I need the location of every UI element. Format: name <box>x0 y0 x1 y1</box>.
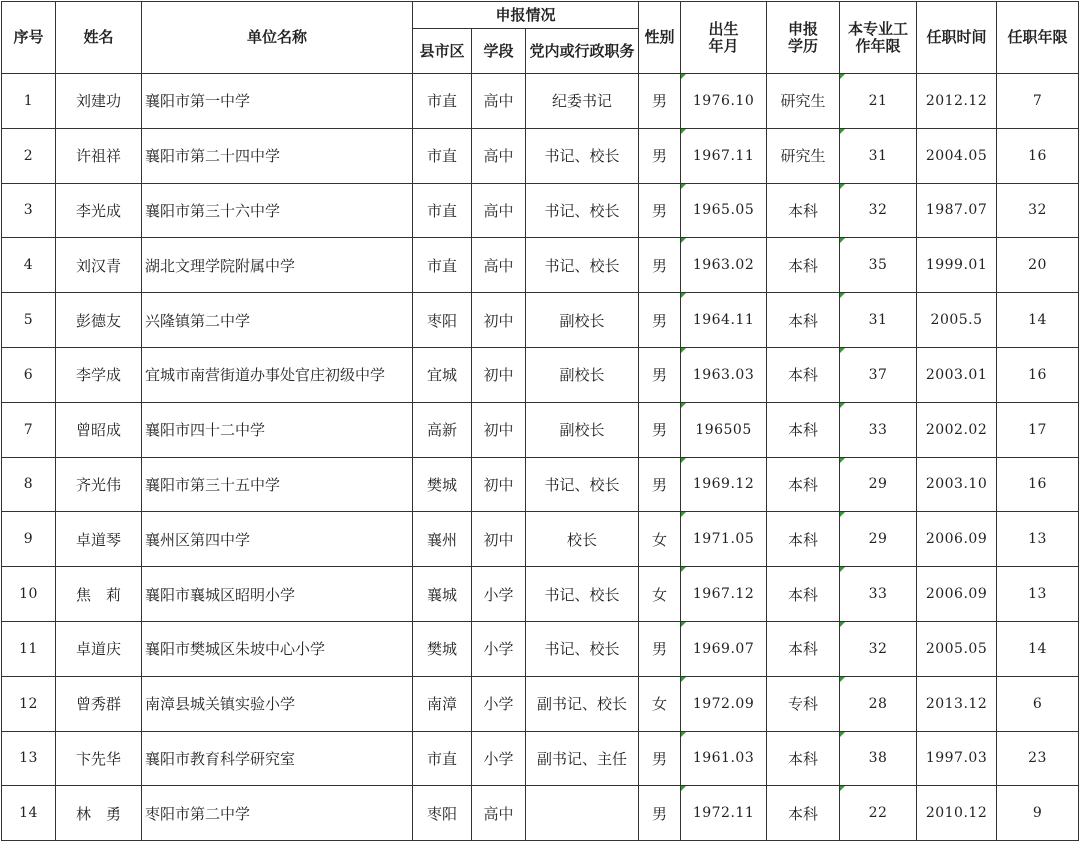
cell-unit: 襄阳市四十二中学 <box>142 402 413 457</box>
cell-birth: 1976.10 <box>681 74 767 129</box>
cell-stage: 高中 <box>472 74 526 129</box>
cell-gender: 男 <box>639 238 681 293</box>
cell-name: 李学成 <box>56 347 142 402</box>
cell-unit: 南漳县城关镇实验小学 <box>142 676 413 731</box>
cell-appoint-years: 7 <box>997 74 1079 129</box>
cell-gender: 男 <box>639 183 681 238</box>
cell-gender: 男 <box>639 402 681 457</box>
cell-gender: 男 <box>639 293 681 348</box>
cell-name: 卞先华 <box>56 731 142 786</box>
cell-unit: 襄阳市第二十四中学 <box>142 128 413 183</box>
table-body <box>2 74 1079 841</box>
cell-gender: 女 <box>639 512 681 567</box>
table-row <box>2 293 1079 348</box>
cell-education: 本科 <box>767 347 840 402</box>
cell-education: 本科 <box>767 293 840 348</box>
cell-county: 市直 <box>413 238 472 293</box>
cell-education: 本科 <box>767 183 840 238</box>
cell-name: 曾秀群 <box>56 676 142 731</box>
cell-appoint-years: 16 <box>997 347 1079 402</box>
cell-post: 副书记、主任 <box>526 731 639 786</box>
cell-county: 高新 <box>413 402 472 457</box>
cell-county: 枣阳 <box>413 293 472 348</box>
cell-years-work: 35 <box>840 238 917 293</box>
cell-post: 副校长 <box>526 293 639 348</box>
header-name: 姓名 <box>56 2 142 74</box>
cell-birth: 1967.11 <box>681 128 767 183</box>
cell-seq: 11 <box>2 621 56 676</box>
cell-unit: 湖北文理学院附属中学 <box>142 238 413 293</box>
cell-years-work: 28 <box>840 676 917 731</box>
cell-gender: 男 <box>639 731 681 786</box>
cell-appoint-years: 16 <box>997 128 1079 183</box>
cell-appoint-time: 1987.07 <box>917 183 997 238</box>
table-row <box>2 731 1079 786</box>
cell-stage: 高中 <box>472 183 526 238</box>
cell-seq: 3 <box>2 183 56 238</box>
cell-birth: 1961.03 <box>681 731 767 786</box>
cell-name: 彭德友 <box>56 293 142 348</box>
cell-name: 刘汉青 <box>56 238 142 293</box>
cell-education: 本科 <box>767 621 840 676</box>
cell-post: 书记、校长 <box>526 183 639 238</box>
cell-county: 宜城 <box>413 347 472 402</box>
cell-seq: 7 <box>2 402 56 457</box>
cell-county: 襄城 <box>413 567 472 622</box>
cell-appoint-time: 2006.09 <box>917 512 997 567</box>
cell-appoint-years: 14 <box>997 621 1079 676</box>
table-row <box>2 347 1079 402</box>
cell-seq: 12 <box>2 676 56 731</box>
cell-education: 研究生 <box>767 74 840 129</box>
cell-unit: 襄阳市教育科学研究室 <box>142 731 413 786</box>
cell-stage: 高中 <box>472 128 526 183</box>
cell-appoint-time: 2004.05 <box>917 128 997 183</box>
cell-stage: 小学 <box>472 731 526 786</box>
table-row <box>2 183 1079 238</box>
cell-unit: 枣阳市第二中学 <box>142 786 413 841</box>
cell-name: 焦 莉 <box>56 567 142 622</box>
cell-appoint-years: 23 <box>997 731 1079 786</box>
cell-county: 市直 <box>413 183 472 238</box>
cell-stage: 小学 <box>472 676 526 731</box>
cell-years-work: 33 <box>840 402 917 457</box>
cell-county: 樊城 <box>413 457 472 512</box>
cell-post: 书记、校长 <box>526 567 639 622</box>
cell-seq: 2 <box>2 128 56 183</box>
cell-birth: 1963.03 <box>681 347 767 402</box>
cell-post <box>526 786 639 841</box>
cell-birth: 1972.09 <box>681 676 767 731</box>
cell-name: 曾昭成 <box>56 402 142 457</box>
cell-stage: 高中 <box>472 786 526 841</box>
header-appoint-years: 任职年限 <box>997 2 1079 74</box>
cell-gender: 男 <box>639 786 681 841</box>
cell-years-work: 31 <box>840 128 917 183</box>
cell-name: 许祖祥 <box>56 128 142 183</box>
table-row <box>2 676 1079 731</box>
cell-seq: 4 <box>2 238 56 293</box>
cell-post: 副书记、校长 <box>526 676 639 731</box>
cell-appoint-years: 6 <box>997 676 1079 731</box>
cell-seq: 8 <box>2 457 56 512</box>
header-post: 党内或行政职务 <box>526 29 639 74</box>
header-years-work: 本专业工作年限 <box>840 2 917 74</box>
cell-seq: 5 <box>2 293 56 348</box>
cell-county: 枣阳 <box>413 786 472 841</box>
cell-stage: 初中 <box>472 402 526 457</box>
cell-education: 本科 <box>767 786 840 841</box>
cell-post: 书记、校长 <box>526 457 639 512</box>
cell-birth: 1969.07 <box>681 621 767 676</box>
cell-appoint-years: 14 <box>997 293 1079 348</box>
cell-county: 樊城 <box>413 621 472 676</box>
cell-birth: 1971.05 <box>681 512 767 567</box>
cell-years-work: 21 <box>840 74 917 129</box>
cell-appoint-time: 2006.09 <box>917 567 997 622</box>
header-stage: 学段 <box>472 29 526 74</box>
cell-education: 本科 <box>767 731 840 786</box>
table-row <box>2 402 1079 457</box>
cell-stage: 初中 <box>472 457 526 512</box>
header-gender: 性别 <box>639 2 681 74</box>
cell-years-work: 32 <box>840 621 917 676</box>
cell-gender: 女 <box>639 567 681 622</box>
cell-seq: 10 <box>2 567 56 622</box>
cell-county: 襄州 <box>413 512 472 567</box>
table-row <box>2 457 1079 512</box>
header-appoint-time: 任职时间 <box>917 2 997 74</box>
cell-gender: 男 <box>639 128 681 183</box>
cell-appoint-time: 2013.12 <box>917 676 997 731</box>
table-row <box>2 74 1079 129</box>
cell-appoint-time: 2010.12 <box>917 786 997 841</box>
cell-appoint-time: 2012.12 <box>917 74 997 129</box>
cell-post: 副校长 <box>526 347 639 402</box>
header-seq: 序号 <box>2 2 56 74</box>
cell-unit: 宜城市南营街道办事处官庄初级中学 <box>142 347 413 402</box>
cell-birth: 1963.02 <box>681 238 767 293</box>
cell-post: 书记、校长 <box>526 621 639 676</box>
cell-county: 南漳 <box>413 676 472 731</box>
cell-stage: 小学 <box>472 567 526 622</box>
cell-name: 齐光伟 <box>56 457 142 512</box>
cell-post: 书记、校长 <box>526 128 639 183</box>
cell-education: 本科 <box>767 402 840 457</box>
cell-education: 研究生 <box>767 128 840 183</box>
table-row <box>2 238 1079 293</box>
cell-gender: 女 <box>639 676 681 731</box>
cell-appoint-years: 13 <box>997 512 1079 567</box>
cell-gender: 男 <box>639 74 681 129</box>
cell-name: 林 勇 <box>56 786 142 841</box>
cell-appoint-time: 2005.05 <box>917 621 997 676</box>
cell-appoint-time: 1999.01 <box>917 238 997 293</box>
header-birth: 出生年月 <box>681 2 767 74</box>
cell-years-work: 31 <box>840 293 917 348</box>
cell-post: 校长 <box>526 512 639 567</box>
cell-birth: 1972.11 <box>681 786 767 841</box>
cell-stage: 初中 <box>472 347 526 402</box>
header-county: 县市区 <box>413 29 472 74</box>
table-row <box>2 128 1079 183</box>
cell-birth: 1964.11 <box>681 293 767 348</box>
cell-appoint-time: 2003.10 <box>917 457 997 512</box>
cell-appoint-years: 16 <box>997 457 1079 512</box>
cell-unit: 襄阳市第三十六中学 <box>142 183 413 238</box>
table-row <box>2 786 1079 841</box>
cell-seq: 1 <box>2 74 56 129</box>
cell-seq: 14 <box>2 786 56 841</box>
cell-county: 市直 <box>413 128 472 183</box>
cell-education: 本科 <box>767 567 840 622</box>
cell-name: 卓道琴 <box>56 512 142 567</box>
cell-name: 卓道庆 <box>56 621 142 676</box>
header-unit: 单位名称 <box>142 2 413 74</box>
cell-years-work: 29 <box>840 457 917 512</box>
cell-unit: 襄阳市第一中学 <box>142 74 413 129</box>
cell-post: 书记、校长 <box>526 238 639 293</box>
cell-appoint-years: 17 <box>997 402 1079 457</box>
cell-appoint-years: 13 <box>997 567 1079 622</box>
cell-appoint-time: 1997.03 <box>917 731 997 786</box>
cell-appoint-years: 20 <box>997 238 1079 293</box>
cell-stage: 初中 <box>472 512 526 567</box>
cell-years-work: 38 <box>840 731 917 786</box>
cell-appoint-time: 2003.01 <box>917 347 997 402</box>
cell-years-work: 33 <box>840 567 917 622</box>
cell-seq: 6 <box>2 347 56 402</box>
cell-post: 纪委书记 <box>526 74 639 129</box>
header-report-group: 申报情况 <box>413 2 639 29</box>
cell-education: 专科 <box>767 676 840 731</box>
cell-appoint-time: 2002.02 <box>917 402 997 457</box>
cell-gender: 男 <box>639 457 681 512</box>
cell-appoint-years: 9 <box>997 786 1079 841</box>
cell-education: 本科 <box>767 457 840 512</box>
cell-name: 刘建功 <box>56 74 142 129</box>
table-row <box>2 512 1079 567</box>
cell-unit: 襄阳市襄城区昭明小学 <box>142 567 413 622</box>
cell-unit: 襄阳市樊城区朱坡中心小学 <box>142 621 413 676</box>
cell-birth: 1969.12 <box>681 457 767 512</box>
cell-gender: 男 <box>639 621 681 676</box>
cell-seq: 13 <box>2 731 56 786</box>
cell-unit: 兴隆镇第二中学 <box>142 293 413 348</box>
cell-county: 市直 <box>413 731 472 786</box>
applicant-table <box>1 1 1079 841</box>
cell-gender: 男 <box>639 347 681 402</box>
cell-education: 本科 <box>767 238 840 293</box>
cell-county: 市直 <box>413 74 472 129</box>
cell-birth: 196505 <box>681 402 767 457</box>
table-row <box>2 621 1079 676</box>
cell-years-work: 29 <box>840 512 917 567</box>
cell-unit: 襄州区第四中学 <box>142 512 413 567</box>
cell-appoint-time: 2005.5 <box>917 293 997 348</box>
cell-years-work: 22 <box>840 786 917 841</box>
cell-years-work: 37 <box>840 347 917 402</box>
cell-years-work: 32 <box>840 183 917 238</box>
cell-name: 李光成 <box>56 183 142 238</box>
cell-education: 本科 <box>767 512 840 567</box>
cell-stage: 高中 <box>472 238 526 293</box>
table-row <box>2 567 1079 622</box>
header-education: 申报学历 <box>767 2 840 74</box>
cell-seq: 9 <box>2 512 56 567</box>
cell-unit: 襄阳市第三十五中学 <box>142 457 413 512</box>
cell-birth: 1967.12 <box>681 567 767 622</box>
cell-birth: 1965.05 <box>681 183 767 238</box>
cell-stage: 小学 <box>472 621 526 676</box>
cell-appoint-years: 32 <box>997 183 1079 238</box>
cell-stage: 初中 <box>472 293 526 348</box>
cell-post: 副校长 <box>526 402 639 457</box>
